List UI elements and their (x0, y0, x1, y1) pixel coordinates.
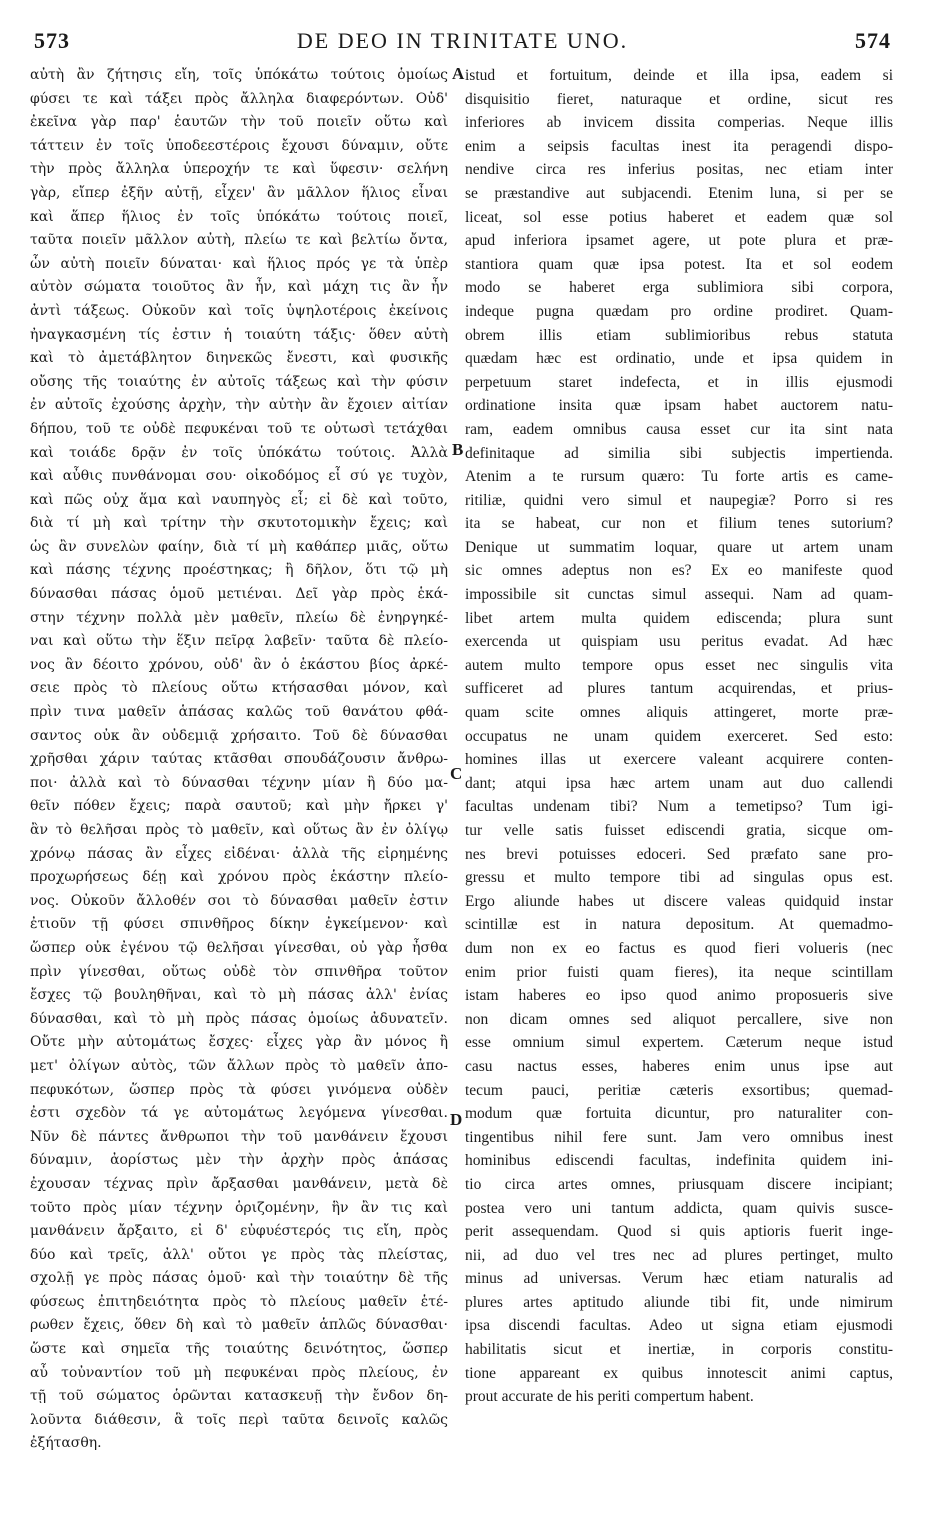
greek-text-line: ἔσχες τῷ βουληθῆναι, καὶ τὸ μὴ πάσας ἀλλ' ἐνίας (30, 987, 448, 1004)
latin-text-line: quam scite omnes aliquis attingeret, morte præ- (465, 704, 893, 722)
latin-text-line: stantiora quam quæ ipsa potest. Ita et sol eodem (465, 255, 893, 273)
latin-text-line: definitaque ad similia sibi subjectis impertienda. (465, 444, 893, 462)
greek-text-line: σειε πρὸς τὸ πλείους οὕτω κτήσασθαι μόνον, καὶ (30, 680, 448, 697)
latin-text-line: homines illas ut exercere valeant acquirere conten- (465, 751, 893, 769)
latin-text-line: plures artes aptitudo aliunde tibi fit, unde nimirum (465, 1293, 893, 1311)
latin-text-line: nes brevi potuisses edoceri. Sed præfato sane pro- (465, 845, 893, 863)
latin-text-line: ordinatione insita quæ ipsam habet auctorem natu- (465, 397, 893, 415)
greek-text-line: ἐτιοῦν τῇ φύσει σπινθῆρος δίκην ἐγκείμενον· καὶ (30, 916, 448, 933)
latin-text-line: disquisitio fieret, naturaque et ordine, sicut res (465, 90, 893, 108)
latin-text-line: minus ad universas. Verum hæc etiam naturalis ad (465, 1270, 893, 1288)
latin-column (465, 64, 893, 1409)
latin-text-line: modum quæ fortuita dicuntur, pro naturaliter con- (465, 1105, 893, 1123)
page-number-right: 574 (855, 28, 891, 53)
greek-text-line: ἐκεῖνα γὰρ παρ' ἑαυτῶν τὴν τοῦ ποιεῖν οὕτω καὶ (30, 114, 448, 131)
latin-text-line: ram, eadem omnibus causa esset cur ita sint nata (465, 420, 893, 438)
greek-text-line: ταῦτα ποιεῖν μᾶλλον αὐτὴ, πλείω τε καὶ βελτίω ὄντα, (30, 232, 448, 249)
greek-text-line: προχωρήσεως δέῃ καὶ χρόνου πρὸς ἑκάστην πλείο- (30, 869, 448, 886)
latin-text-line: nii, ad duo vel tres nec ad plures pertinget, multo (465, 1246, 893, 1264)
latin-text-line: ipsa discendi facultas. Adeo ut signa etiam ejusmodi (465, 1317, 893, 1335)
greek-text-line: ἠναγκασμένη τίς ἐστιν ἡ τοιαύτη τάξις· ὅθεν αὐτὴ (30, 326, 448, 343)
latin-text-line: tio circa artes omnes, priusquam discere incipiant; (465, 1175, 893, 1193)
greek-text-line: ἂν τὸ θελῆσαι πρὸς τὸ μαθεῖν, καὶ οὕτως ἂν ἐν ὀλίγῳ (30, 822, 448, 838)
greek-text-line: λοῦντα διάθεσιν, ἃ τοῖς περὶ ταῦτα δεινοῖς καλῶς (30, 1411, 448, 1428)
greek-text-line: ρωθεν ἔχεις, ὅθεν δὴ καὶ τὸ μαθεῖν ἁπλῶς δύνασθαι· (30, 1317, 448, 1334)
latin-text-line: postea vero uni tantum addicta, quam quivis susce- (465, 1199, 893, 1217)
greek-text-line: αὖ τοὐναντίον τοῦ μὴ πεφυκέναι πρὸς πλείους, ἐν (30, 1364, 448, 1381)
running-title: DE DEO IN TRINITATE UNO. (296, 28, 629, 53)
latin-text-line: habilitatis sicut et inertiæ, in corporis constitu- (465, 1341, 893, 1359)
greek-text-line: καὶ πάσης τέχνης προέστηκας; ἢ δῆλον, ὅτι τῷ μὴ (30, 562, 448, 579)
greek-text-line: στην τέχνην πολλὰ μὲν μαθεῖν, πλείω δὲ ἐνηργηκέ- (30, 609, 448, 626)
greek-text-line: ἐστι σχεδὸν τά γε αὐτομάτως λεγόμενα γίνεσθαι. (30, 1105, 448, 1122)
greek-text-line: γὰρ, εἴπερ ἐξῆν αὐτῇ, εἶχεν' ἂν μᾶλλον ἥλιος εἶναι (30, 184, 448, 201)
greek-text-line: πρὶν γίνεσθαι, οὕτως οὐδὲ τὸν σπινθῆρα τοῦτον (30, 963, 448, 980)
greek-text-line: καὶ αὖθις πυνθάνομαι σου· οἰκοδόμος εἶ σύ γε τυχὸν, (30, 468, 448, 485)
latin-text-line: Denique ut summatim loquar, quare ut artem unam (465, 538, 893, 556)
greek-text-line: χρῆσθαι χάριν ταύτας κτᾶσθαι σπουδάζουσιν ἄνθρω- (30, 751, 448, 768)
greek-text-line: διὰ τί μὴ καὶ τρίτην τὴν σκυτοτομικὴν ἔχεις; καὶ (30, 515, 448, 532)
greek-text-line: σχολῇ γε πρὸς πάσας ὁμοῦ· καὶ τὴν τοιαύτην δὲ τῆς (30, 1270, 448, 1287)
latin-text-line: obrem illis etiam sublimioribus rebus statuta (465, 326, 893, 344)
latin-text-line: sufficeret ad plures tantum acquirendas, et prius- (465, 680, 893, 698)
latin-text-line: inferiores ab invicem dissita comperias. Neque illis (465, 114, 893, 132)
greek-text-line: δύο καὶ τρεῖς, ἀλλ' οὔτοι γε πρὸς τὰς πλείστας, (30, 1246, 448, 1263)
greek-text-line: ὡς ἂν συνελὼν φαίην, διὰ τί μὴ καθάπερ μιᾶς, οὕτω (30, 538, 448, 555)
latin-text-line: Ergo aliunde habes ut discere valeas quidquid instar (465, 892, 893, 910)
latin-text-line: indeque pugna quædam pro ordine prodiret. Quam- (465, 302, 893, 320)
latin-text-line: enim prior fuisti quam fieres), ita neque scintillam (465, 963, 893, 981)
latin-text-line: dum non ex eo factus es quod fieri volueris (nec (465, 939, 893, 957)
latin-text-line: nendive circa res inferius positas, nec etiam inter (465, 161, 893, 179)
latin-text-line: istam haberes eo ipso quod animo proposueris sive (465, 987, 893, 1005)
latin-text-line: exercenda ut quispiam usu peritus evadat. Ad hæc (465, 633, 893, 651)
greek-text-line: δύναμιν, ἀορίστως μὲν τὴν ἀρχὴν πρὸς ἁπάσας (30, 1152, 448, 1169)
latin-text-line: casu nactus esses, haberes enim unus ipse aut (465, 1057, 893, 1075)
greek-text-line: ὧν αὐτὴ ποιεῖν δύναται· καὶ ἥλιος πρός γε τὰ ὑπὲρ (30, 255, 448, 272)
latin-text-line: sic omnes adeptus non es? Ex eo manifeste quod (465, 562, 893, 580)
greek-text-line: πεφυκότων, ὥσπερ πρὸς τὰ φύσει γινόμενα οὐδὲν (30, 1081, 448, 1098)
greek-text-line: τοῦτο πρὸς μίαν τέχνην ὁριζομένην, ἣν ἂν τις καὶ (30, 1199, 448, 1216)
section-marker-d: D (450, 1110, 463, 1129)
latin-text-line: esse omnium simul expertem. Cæterum neque istud (465, 1034, 893, 1052)
greek-text-line: Νῦν δὲ πάντες ἄνθρωποι τὴν τοῦ μανθάνειν ἔχουσι (30, 1128, 448, 1145)
greek-text-line: αὐτὸν σώματα τοιοῦτος ἂν ἦν, καὶ μάχη τις ἂν ἦν (30, 279, 448, 296)
section-marker-a: A (452, 64, 465, 83)
greek-text-line: μανθάνειν ἄρξαιτο, εἰ δ' εὐφυέστερός τις εἴη, πρὸς (30, 1223, 448, 1240)
latin-text-line: hominibus ediscendi facultas, indefinita quidem ini- (465, 1152, 893, 1170)
greek-text-line: ἐν αὐτοῖς ἐχούσης ἀρχὴν, τὴν αὐτὴν ἂν ἔχοιεν αἰτίαν (30, 397, 448, 414)
latin-text-line: apud inferiora ipsamet agere, ut pote plura et præ- (465, 232, 893, 250)
greek-text-line: σαντος οὐκ ἂν οὐδεμιᾷ χρήσαιτο. Τοῦ δὲ δύνασθαι (30, 727, 448, 744)
section-marker-b: B (452, 440, 464, 459)
latin-text-line: perit assequendam. Quod si quis aptioris fuerit inge- (465, 1223, 893, 1241)
latin-text-line: tingentibus nihil fere sunt. Jam vero omnibus inest (465, 1128, 893, 1146)
greek-text-line: τῇ τοῦ σώματος ὁρῶνται κατασκευῇ τὴν ἔνδον δη- (30, 1388, 448, 1405)
greek-text-line: ἐξήτασθη. (30, 1435, 102, 1452)
greek-text-line: μετ' ὀλίγων αὐτὸς, τῶν ἄλλων πρὸς τὸ μαθεῖν ἀπο- (30, 1057, 448, 1074)
latin-text-line: perpetuum staret indefecta, et in illis ejusmodi (465, 373, 893, 391)
greek-text-line: καὶ τὸ ἀμετάβλητον διηνεκῶς ἔνεστι, καὶ φυσικῆς (30, 350, 448, 367)
latin-text-line: libet artem multa quidem ediscenda; plura sunt (465, 609, 893, 627)
greek-text-line: δύνασθαι πάσας ὁμοῦ μετιέναι. Δεῖ γὰρ πρὸς ἑκά- (30, 586, 448, 603)
latin-text-line: scintillæ est in natura depositum. At quemadmo- (465, 916, 893, 934)
latin-text-line: tur velle satis fuisset ediscendi gratia, sicque om- (465, 822, 893, 839)
greek-text-line: ποι· ἀλλὰ καὶ τὸ δύνασθαι τέχνην μίαν ἢ δύο μα- (30, 774, 448, 791)
greek-text-line: ὥστε καὶ σημεῖα τῆς τοιαύτης δεινότητος, ὥσπερ (30, 1341, 448, 1358)
greek-text-line: νος ἂν δέοιτο χρόνου, οὐδ' ἂν ὁ ἑκάστου βίος ἀρκέ- (30, 656, 448, 673)
greek-text-line: οὔσης τῆς τοιαύτης ἐν αὐτοῖς τάξεως καὶ τὴν φύσιν (30, 373, 448, 390)
latin-text-line: modo se haberet erga sublimiora sibi corpora, (465, 279, 893, 297)
greek-text-line: πρὶν τινα μαθεῖν ἁπάσας καλῶς τοῦ θανάτου φθά- (30, 704, 448, 721)
latin-text-line: prout accurate de his periti compertum habent. (465, 1388, 754, 1406)
greek-column (30, 64, 448, 1456)
greek-text-line: ἐχουσαν τέχνας πρὶν ἄρξασθαι μανθάνειν, μετὰ δὲ (30, 1175, 448, 1192)
section-marker-c: C (450, 764, 463, 783)
latin-text-line: Atenim a te rursum quæro: Tu forte artis es came- (465, 468, 893, 486)
greek-text-line: φύσει τε καὶ τάξει πρὸς ἄλληλα διαφερόντων. Οὐδ' (30, 90, 448, 107)
latin-text-line: quædam hæc est ordinatio, unde et ipsa quidem in (465, 350, 893, 368)
latin-text-line: enim a seipsis facultas inest ita peragendi dispo- (465, 137, 893, 155)
greek-text-line: καὶ ἅπερ ἥλιος ἐν τοῖς ὑπόκάτω τούτοις ποιεῖ, (30, 208, 448, 225)
greek-text-line: δύνασθαι, καὶ τὸ μὴ πρὸς πάσας ὁμοίως ἀδυνατεῖν. (30, 1010, 448, 1027)
greek-text-line: τὴν πρὸς ἄλληλα ὑπεροχήν τε καὶ ὕφεσιν· σελήνη (30, 161, 448, 178)
latin-text-line: non dicam omnes sed aliquot percallere, sive non (465, 1010, 893, 1028)
greek-text-line: Οὔτε μὴν αὐτομάτως ἔσχες· εἶχες γὰρ ἂν μόνος ἢ (30, 1034, 448, 1051)
greek-text-line: ὥσπερ οὐκ ἐγένου τῷ θελῆσαι γίνεσθαι, οὐ γὰρ ἦσθα (30, 939, 448, 956)
latin-text-line: liceat, sol esse potius haberet et eadem quæ sol (465, 208, 893, 226)
page-number-left: 573 (34, 28, 70, 53)
greek-text-line: θεῖν πόθεν ἔχεις; παρὰ σαυτοῦ; καὶ μὴν ἤρκει γ' (30, 798, 448, 815)
latin-text-line: istud et fortuitum, deinde et illa ipsa, eadem si (465, 67, 893, 84)
greek-text-line: τάττειν ἐν τοῖς ὑποδεεστέροις ἔχουσι δύναμιν, οὔτε (30, 137, 448, 154)
latin-text-line: ita se habeat, cur non et filium tenes sutorium? (465, 515, 893, 533)
latin-text-line: dant; atqui ipsa hæc artem unam aut duo callendi (465, 774, 893, 792)
greek-text-line: ἀντὶ τάξεως. Οὐκοῦν καὶ τοῖς ὑψηλοτέροις ἐκείνοις (30, 302, 448, 319)
greek-text-line: νος. Οὐκοῦν ἄλλοθέν σοι τὸ δύνασθαι μαθεῖν ἐστιν (30, 892, 448, 909)
greek-text-line: αὐτὴ ἂν ζήτησις εἴη, τοῖς ὑπόκάτω τούτοις ὁμοίως (30, 67, 448, 83)
greek-text-line: δήπου, τοῦ τε οὐδὲ πεφυκέναι τοῦ τε οὑτωσὶ τετάχθαι (30, 420, 448, 437)
latin-text-line: se præstandive aut subjacendi. Etenim luna, si per se (465, 184, 893, 202)
latin-text-line: ritiliæ, quidni vero simul et naupegiæ? Porro si res (465, 491, 893, 509)
greek-text-line: καὶ πῶς οὐχ ἅμα καὶ ναυπηγὸς εἶ; εἰ δὲ καὶ τοῦτο, (30, 491, 448, 508)
greek-text-line: φύσεως ἐπιτηδειότητα πρὸς τὸ πλείους μαθεῖν ἑτέ- (30, 1293, 448, 1310)
latin-text-line: impossibile sit cunctas simul assequi. Nam ad quam- (465, 586, 893, 604)
greek-text-line: ναι καὶ οὕτω τὴν ἕξιν πεῖρᾳ λαβεῖν· ταῦτα δὲ πλείο- (30, 633, 448, 650)
latin-text-line: gressu et multo tempore tibi ad singulas opus est. (465, 869, 893, 887)
latin-text-line: tione appareant ex quibus innotescit animi captus, (465, 1364, 893, 1382)
latin-text-line: occupatus ne unam quidem exerceret. Sed esto: (465, 727, 893, 745)
latin-text-line: tecum pauci, peritiæ cæteris exsortibus; quemad- (465, 1081, 893, 1099)
greek-text-line: χρόνῳ πάσας ἂν εἶχες εἰδέναι· ἀλλὰ τῆς εἰρημένης (30, 845, 448, 862)
latin-text-line: facultas undenam tibi? Num a temetipso? Tum igi- (465, 798, 893, 816)
latin-text-line: autem multo tempore opus esset nec singulis vita (465, 656, 893, 674)
greek-text-line: καὶ τοιάδε δρᾷν ἐν τοῖς ὑπόκάτω τούτοις. Ἀλλὰ (30, 444, 448, 461)
